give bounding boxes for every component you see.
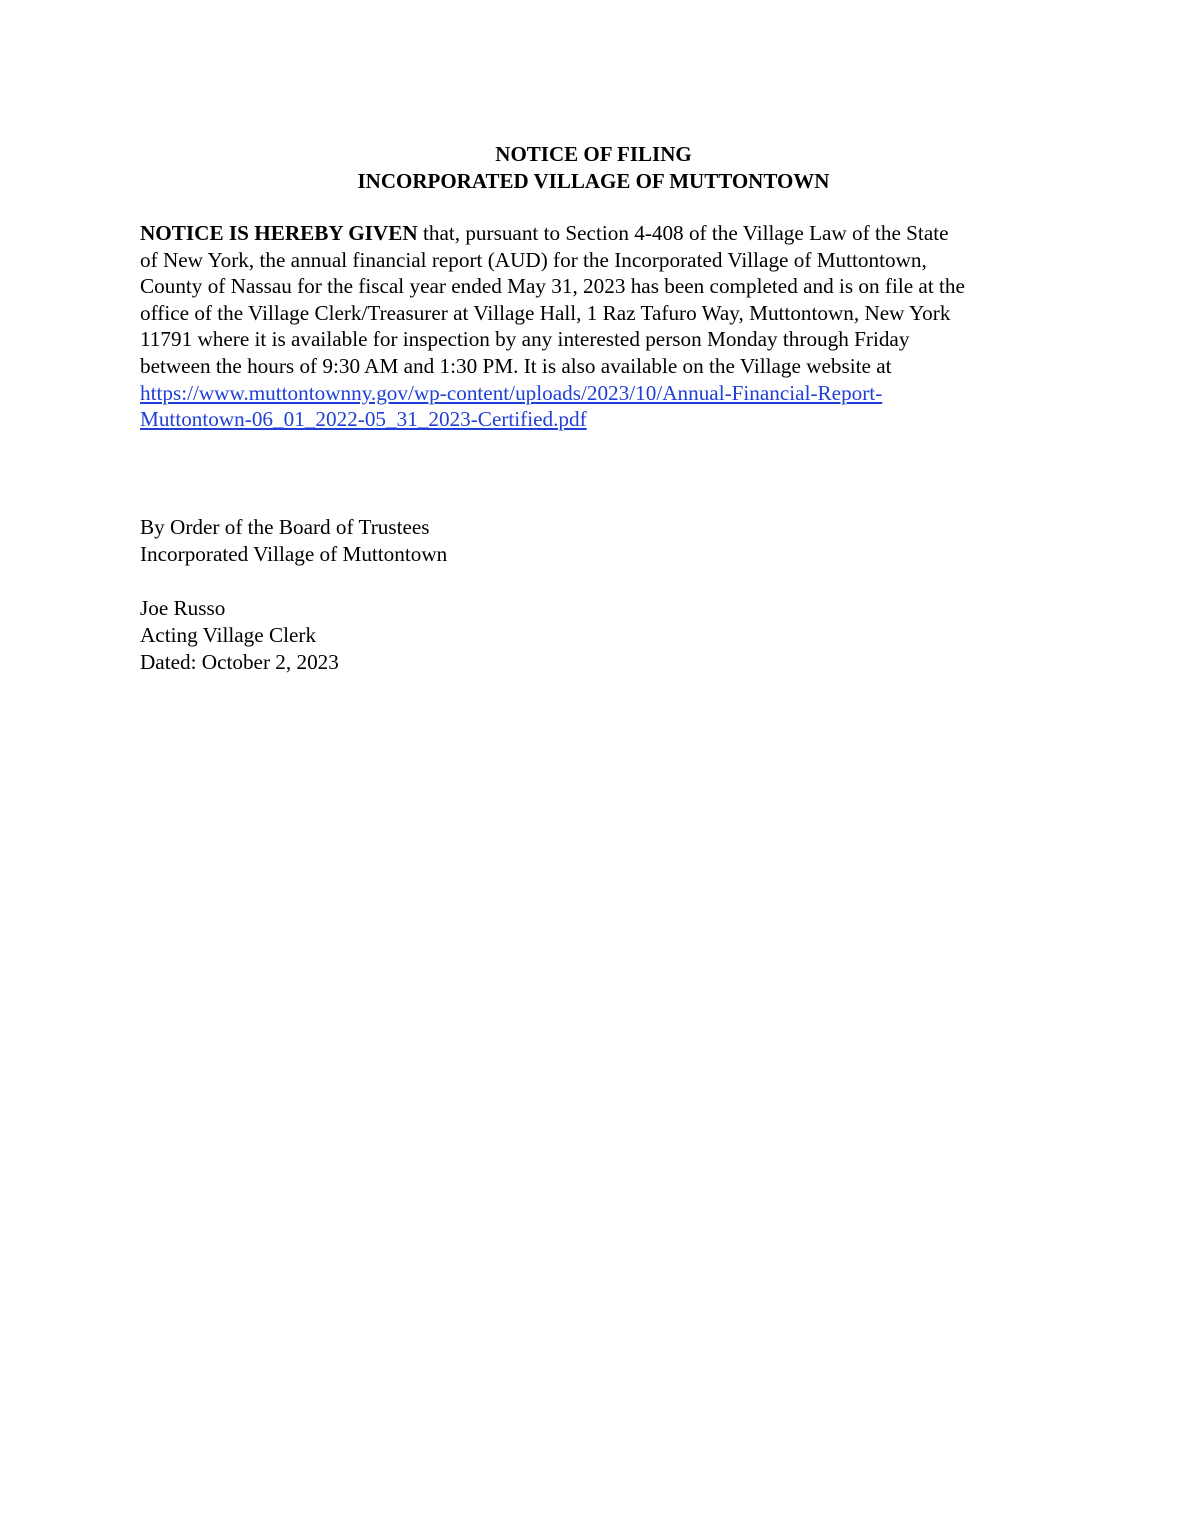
notice-line-2: of New York, the annual financial report (AUD) for the Incorporated Village of Muttontown, xyxy=(140,247,927,272)
notice-lead: NOTICE IS HEREBY GIVEN xyxy=(140,221,418,245)
signer-title: Acting Village Clerk xyxy=(140,623,317,647)
notice-line-3: County of Nassau for the fiscal year ended May 31, 2023 has been completed and is on file at the xyxy=(140,274,965,299)
signer-name: Joe Russo xyxy=(140,596,226,620)
notice-paragraph xyxy=(140,220,1060,433)
report-link-line-2[interactable]: Muttontown-06_01_2022-05_31_2023-Certified.pdf xyxy=(140,407,587,432)
heading-title: NOTICE OF FILING xyxy=(495,142,692,166)
notice-line-4: office of the Village Clerk/Treasurer at Village Hall, 1 Raz Tafuro Way, Muttontown, New York xyxy=(140,300,951,325)
signoff-order: By Order of the Board of Trustees xyxy=(140,515,430,539)
signer-block xyxy=(140,595,339,676)
signoff-village: Incorporated Village of Muttontown xyxy=(140,542,448,566)
report-link-line-1[interactable]: https://www.muttontownny.gov/wp-content/uploads/2023/10/Annual-Financial-Report- xyxy=(140,380,883,405)
notice-line-5: 11791 where it is available for inspection by any interested person Monday through Friday xyxy=(140,327,910,352)
notice-line-6: between the hours of 9:30 AM and 1:30 PM. It is also available on the Village website at xyxy=(140,353,892,378)
board-signoff xyxy=(140,514,447,568)
heading-village: INCORPORATED VILLAGE OF MUTTONTOWN xyxy=(357,169,830,193)
notice-line-1-text: that, pursuant to Section 4-408 of the Village Law of the State xyxy=(417,221,949,245)
signer-date: Dated: October 2, 2023 xyxy=(140,650,339,674)
report-link[interactable] xyxy=(140,380,1060,433)
notice-heading xyxy=(0,141,1187,195)
notice-line-1 xyxy=(140,220,1060,247)
